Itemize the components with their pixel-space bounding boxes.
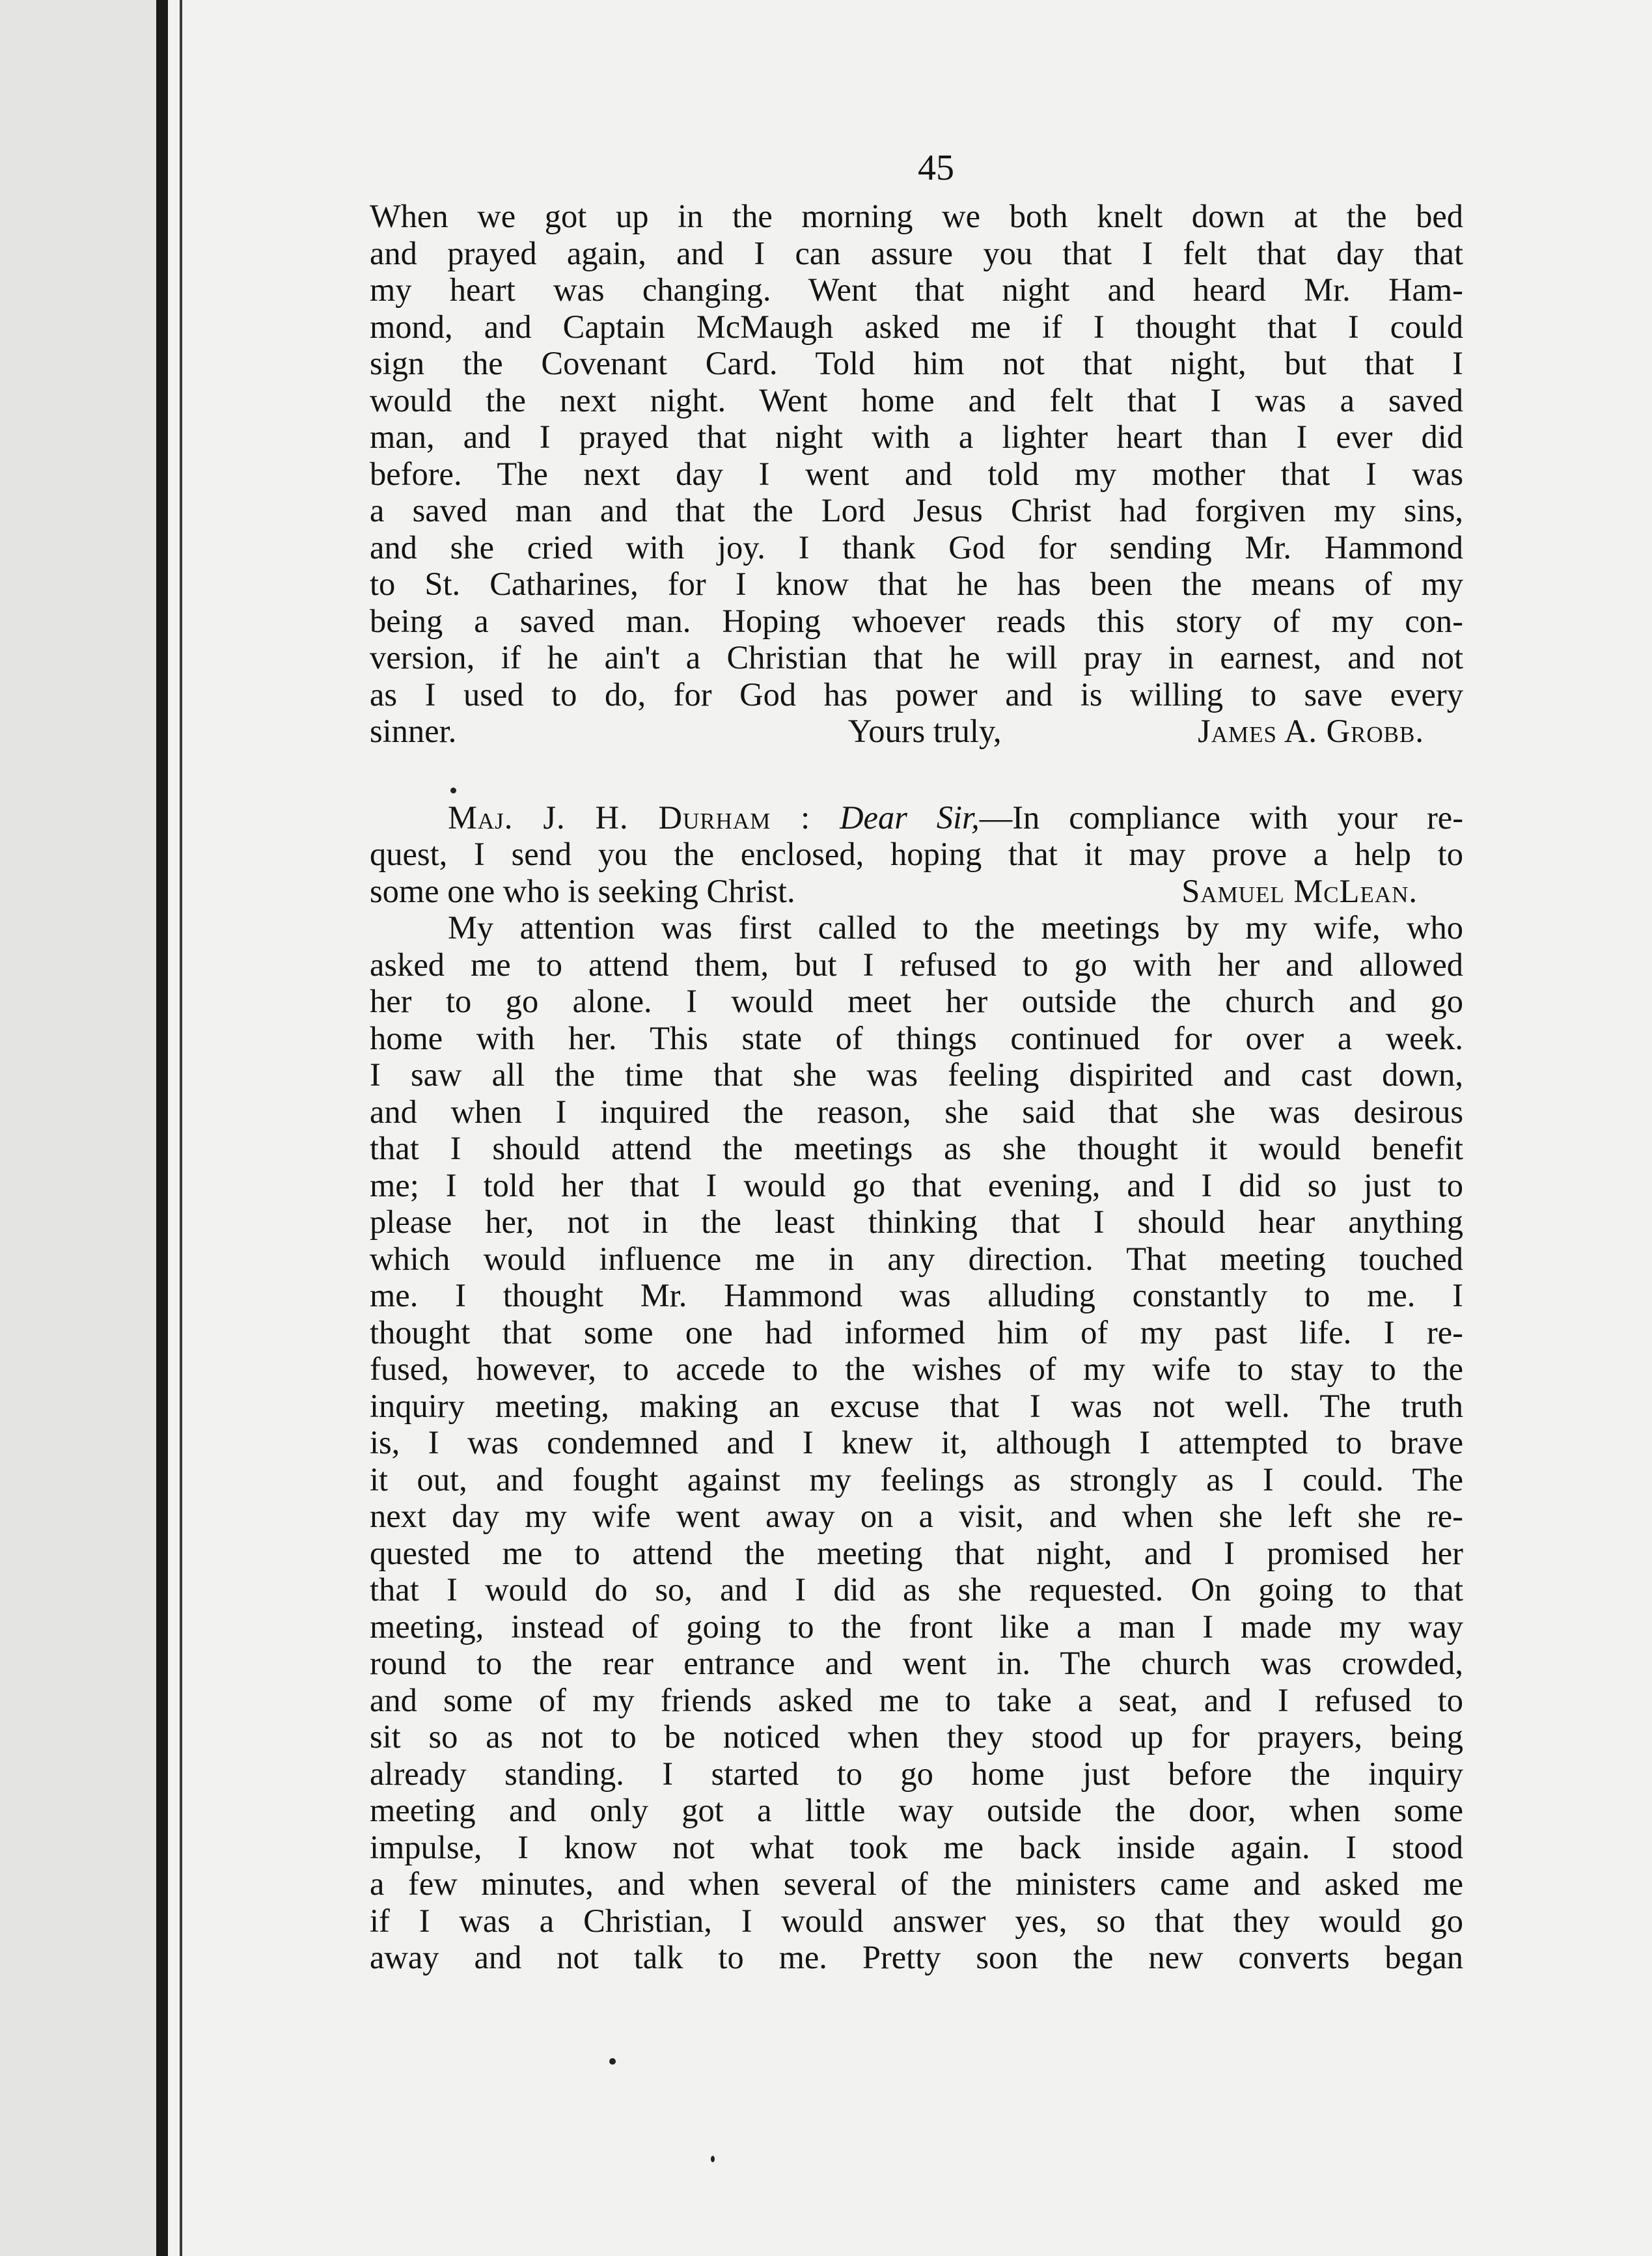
text-line: meeting, instead of going to the front like a man I made my way bbox=[370, 1608, 1463, 1645]
text-line: and some of my friends asked me to take a seat, and I refused to bbox=[370, 1681, 1463, 1718]
text-line: please her, not in the least thinking that I should hear anything bbox=[370, 1204, 1463, 1240]
text-line: asked me to attend them, but I refused to go with her and allowed bbox=[370, 946, 1463, 983]
text-line: and prayed again, and I can assure you that I felt that day that bbox=[370, 234, 1463, 271]
page-number: 45 bbox=[918, 148, 954, 188]
spine-line-thin bbox=[180, 0, 182, 2256]
letter-one bbox=[370, 198, 1463, 750]
section-gap bbox=[370, 750, 1463, 799]
text-line: me. I thought Mr. Hammond was alluding constantly to me. I bbox=[370, 1277, 1463, 1314]
text-line: that I should attend the meetings as she thought it would benefit bbox=[370, 1130, 1463, 1166]
salutation-rest: —In compliance with your re- bbox=[979, 799, 1464, 836]
text-line: fused, however, to accede to the wishes of my wife to stay to the bbox=[370, 1351, 1463, 1387]
text-line: mond, and Captain McMaugh asked me if I thought that I could bbox=[370, 308, 1463, 345]
text-line: impulse, I know not what took me back inside again. I stood bbox=[370, 1828, 1463, 1865]
text-line: as I used to do, for God has power and is willing to save every bbox=[370, 676, 1463, 713]
text-line: version, if he ain't a Christian that he will pray in earnest, and not bbox=[370, 639, 1463, 676]
text-line: a saved man and that the Lord Jesus Christ had forgiven my sins, bbox=[370, 492, 1463, 529]
text-line: home with her. This state of things continued for over a week. bbox=[370, 1019, 1463, 1056]
ink-speck bbox=[609, 2058, 616, 2065]
text-line: and she cried with joy. I thank God for sending Mr. Hammond bbox=[370, 529, 1463, 566]
text-line: if I was a Christian, I would answer yes, so that they would go bbox=[370, 1902, 1463, 1939]
text-line: away and not talk to me. Pretty soon the new converts began bbox=[370, 1939, 1463, 1975]
text-line: a few minutes, and when several of the ministers came and asked me bbox=[370, 1865, 1463, 1902]
signature: James A. Grobb. bbox=[1198, 713, 1424, 749]
text-line: inquiry meeting, making an excuse that I was not well. The truth bbox=[370, 1387, 1463, 1424]
closing-phrase: Yours truly, bbox=[847, 713, 1002, 749]
closing-word: sinner. bbox=[370, 713, 457, 749]
salutation-name: Maj. J. H. Durham : bbox=[448, 799, 811, 836]
signature: Samuel McLean. bbox=[1181, 872, 1418, 909]
text-line: I saw all the time that she was feeling dispirited and cast down, bbox=[370, 1056, 1463, 1093]
text-line: next day my wife went away on a visit, and when she left she re- bbox=[370, 1498, 1463, 1534]
letter-two-body bbox=[370, 909, 1463, 1976]
text-line: already standing. I started to go home just before the inquiry bbox=[370, 1755, 1463, 1792]
text-line: man, and I prayed that night with a lighter heart than I ever did bbox=[370, 419, 1463, 455]
text-line: me; I told her that I would go that evening, and I did so just to bbox=[370, 1166, 1463, 1204]
letter-one-signoff bbox=[370, 713, 1463, 750]
text-line: that I would do so, and I did as she requested. On going to that bbox=[370, 1571, 1463, 1608]
text-line: would the next night. Went home and felt that I was a saved bbox=[370, 381, 1463, 419]
text-line: thought that some one had informed him of my past life. I re- bbox=[370, 1314, 1463, 1351]
spine-line bbox=[156, 0, 168, 2256]
text-line: is, I was condemned and I knew it, although I attempted to brave bbox=[370, 1424, 1463, 1461]
text-line: round to the rear entrance and went in. The church was crowded, bbox=[370, 1645, 1463, 1681]
text-line: my heart was changing. Went that night and heard Mr. Ham- bbox=[370, 271, 1463, 308]
text-line: sign the Covenant Card. Told him not that night, but that I bbox=[370, 345, 1463, 381]
letter-two-intro bbox=[370, 799, 1463, 910]
text-line: it out, and fought against my feelings as strongly as I could. The bbox=[370, 1461, 1463, 1498]
binding-shadow bbox=[0, 0, 156, 2256]
text-line: My attention was first called to the meetings by my wife, who bbox=[448, 909, 1463, 946]
intro-closing-text: some one who is seeking Christ. bbox=[370, 872, 795, 909]
text-line: being a saved man. Hoping whoever reads this story of my con- bbox=[370, 602, 1463, 639]
text-line: sit so as not to be noticed when they stood up for prayers, being bbox=[370, 1718, 1463, 1755]
text-line: before. The next day I went and told my mother that I was bbox=[370, 455, 1463, 492]
salutation-greeting: Dear Sir, bbox=[840, 799, 980, 836]
salutation-line bbox=[370, 799, 1463, 836]
text-line: quested me to attend the meeting that night, and I promised her bbox=[370, 1534, 1463, 1571]
text-line: quest, I send you the enclosed, hoping that it may prove a help to bbox=[370, 836, 1463, 872]
page-content bbox=[370, 147, 1463, 1976]
ink-speck bbox=[711, 2156, 715, 2162]
text-line: her to go alone. I would meet her outside the church and go bbox=[370, 983, 1463, 1019]
text-line: and when I inquired the reason, she said that she was desirous bbox=[370, 1093, 1463, 1130]
intro-closing-line bbox=[370, 873, 1463, 910]
text-line: to St. Catharines, for I know that he has been the means of my bbox=[370, 566, 1463, 602]
text-line: meeting and only got a little way outside the door, when some bbox=[370, 1792, 1463, 1828]
text-line: When we got up in the morning we both knelt down at the bed bbox=[370, 198, 1463, 234]
text-line: which would influence me in any direction. That meeting touched bbox=[370, 1240, 1463, 1277]
